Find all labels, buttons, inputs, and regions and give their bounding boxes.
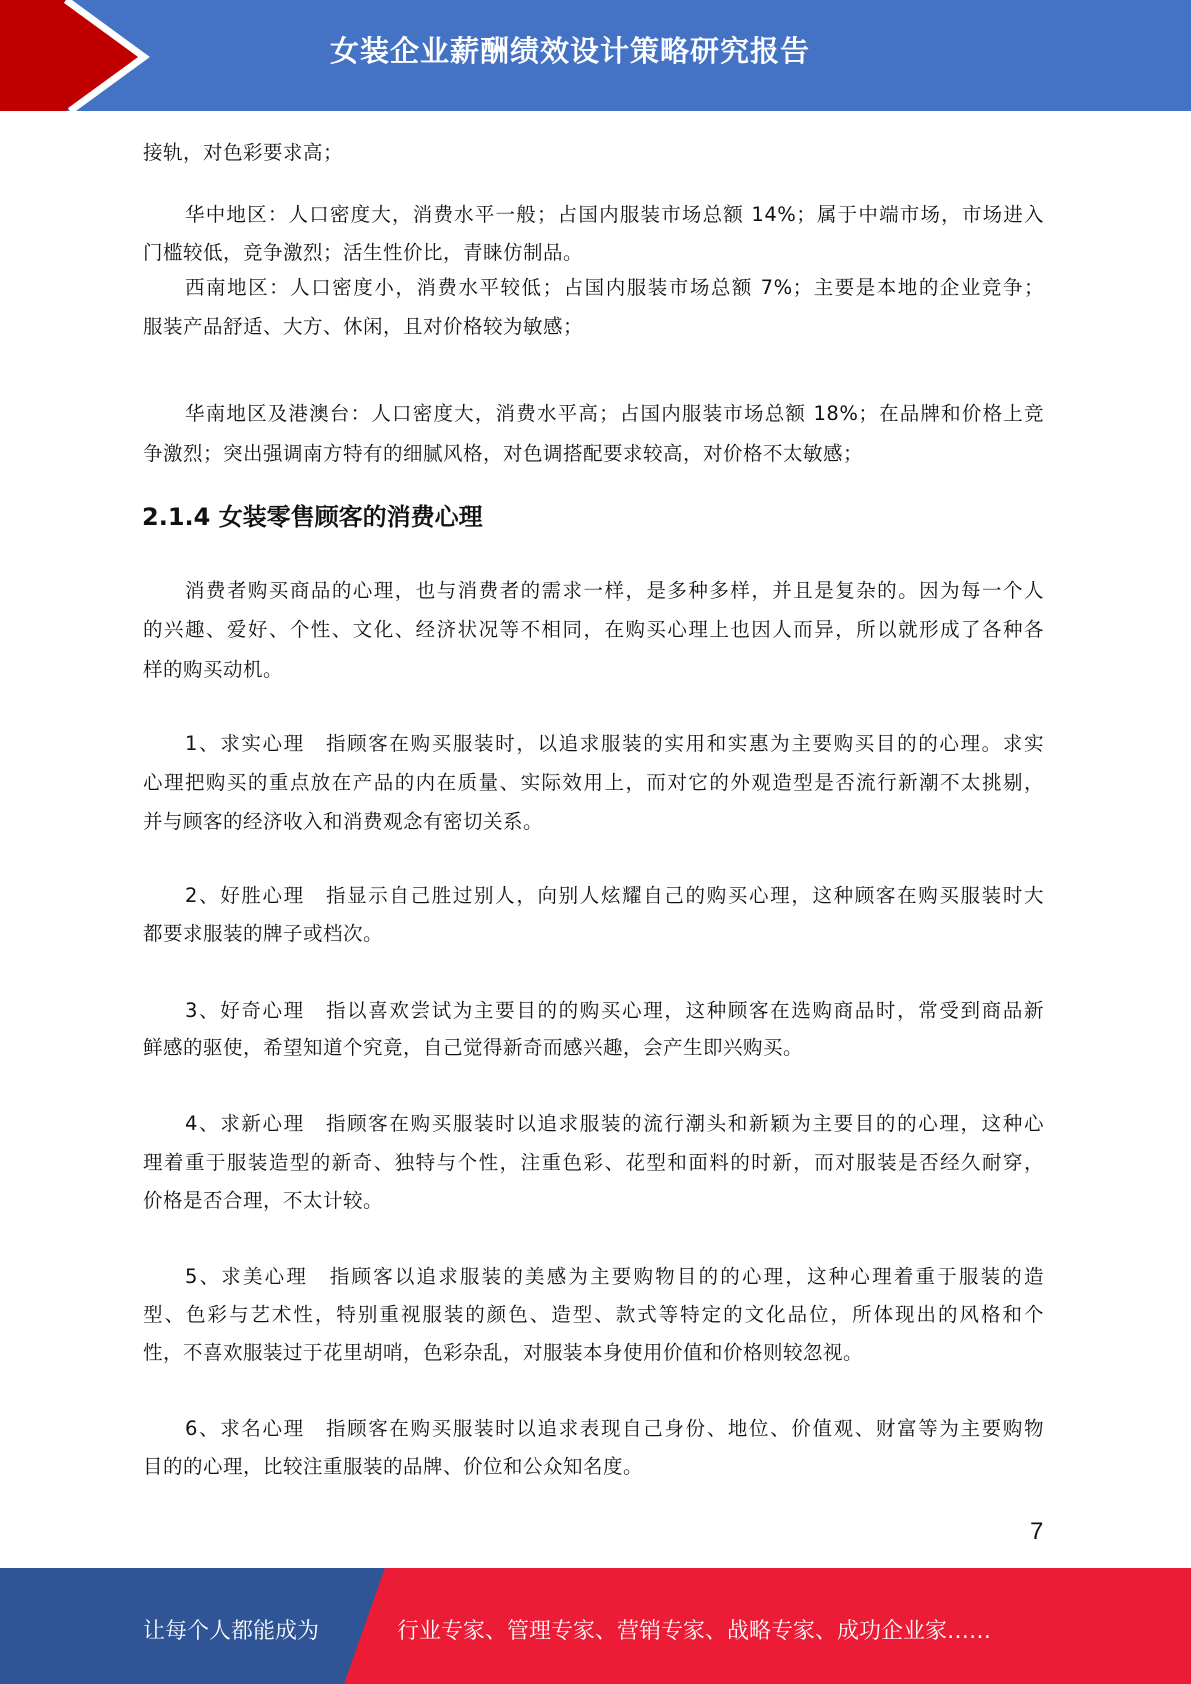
paragraph-line: 鲜感的驱使，希望知道个究竟，自己觉得新奇而感兴趣，会产生即兴购买。 (143, 1036, 804, 1059)
paragraph-line: 都要求服装的牌子或档次。 (143, 922, 384, 945)
paragraph-line: 接轨，对色彩要求高； (143, 141, 344, 164)
paragraph-line: 华南地区及港澳台：人口密度大，消费水平高；占国内服装市场总额 18%；在品牌和价格上竞 (185, 402, 1044, 425)
paragraph-line: 心理把购买的重点放在产品的内在质量、实际效用上，而对它的外观造型是否流行新潮不太挑剔， (143, 771, 1044, 794)
paragraph-line: 6、求名心理 指顾客在购买服装时以追求表现自己身份、地位、价值观、财富等为主要购物 (185, 1417, 1044, 1440)
paragraph-line: 价格是否合理，不太计较。 (143, 1189, 384, 1212)
paragraph-line: 型、色彩与艺术性，特别重视服装的颜色、造型、款式等特定的文化品位，所体现出的风格和个 (143, 1303, 1044, 1326)
paragraph-line: 争激烈；突出强调南方特有的细腻风格，对色调搭配要求较高，对价格不太敏感； (143, 442, 864, 465)
paragraph-line: 样的购买动机。 (143, 658, 284, 681)
paragraph-line: 5、求美心理 指顾客以追求服装的美感为主要购物目的的心理，这种心理着重于服装的造 (185, 1265, 1044, 1288)
chevron-decoration-icon (0, 0, 160, 111)
page-header (0, 0, 1191, 111)
paragraph-line: 4、求新心理 指顾客在购买服装时以追求服装的流行潮头和新颖为主要目的的心理，这种心 (185, 1112, 1044, 1135)
paragraph-line: 2、好胜心理 指显示自己胜过别人，向别人炫耀自己的购买心理，这种顾客在购买服装时大 (185, 884, 1044, 907)
paragraph-line: 西南地区：人口密度小，消费水平较低；占国内服装市场总额 7%；主要是本地的企业竞争； (185, 276, 1044, 299)
paragraph-line: 的兴趣、爱好、个性、文化、经济状况等不相同，在购买心理上也因人而异，所以就形成了各种各 (143, 618, 1044, 641)
paragraph-line: 门槛较低，竞争激烈；活生性价比，青睐仿制品。 (143, 241, 584, 264)
section-heading: 2.1.4 女装零售顾客的消费心理 (142, 503, 483, 531)
paragraph-line: 1、求实心理 指顾客在购买服装时，以追求服装的实用和实惠为主要购买目的的心理。求实 (185, 732, 1044, 755)
footer-slogan-left: 让每个人都能成为 (143, 1619, 320, 1644)
paragraph-line: 理着重于服装造型的新奇、独特与个性，注重色彩、花型和面料的时新，而对服装是否经久耐穿， (143, 1151, 1044, 1174)
paragraph-line: 性，不喜欢服装过于花里胡哨，色彩杂乱，对服装本身使用价值和价格则较忽视。 (143, 1341, 864, 1364)
paragraph-line: 3、好奇心理 指以喜欢尝试为主要目的的购买心理，这种顾客在选购商品时，常受到商品新 (185, 999, 1044, 1022)
paragraph-line: 服装产品舒适、大方、休闲，且对价格较为敏感； (143, 315, 584, 338)
page-number: 7 (1030, 1518, 1044, 1545)
paragraph-line: 目的的心理，比较注重服装的品牌、价位和公众知名度。 (143, 1455, 644, 1478)
footer-slogan-right: 行业专家、管理专家、营销专家、战略专家、成功企业家…… (397, 1619, 992, 1644)
paragraph-line: 并与顾客的经济收入和消费观念有密切关系。 (143, 810, 544, 833)
paragraph-line: 华中地区：人口密度大，消费水平一般；占国内服装市场总额 14%；属于中端市场，市场进入 (185, 203, 1044, 226)
paragraph-line: 消费者购买商品的心理，也与消费者的需求一样，是多种多样，并且是复杂的。因为每一个人 (185, 579, 1044, 602)
report-title: 女装企业薪酬绩效设计策略研究报告 (330, 34, 811, 68)
page-footer (0, 1568, 1191, 1684)
